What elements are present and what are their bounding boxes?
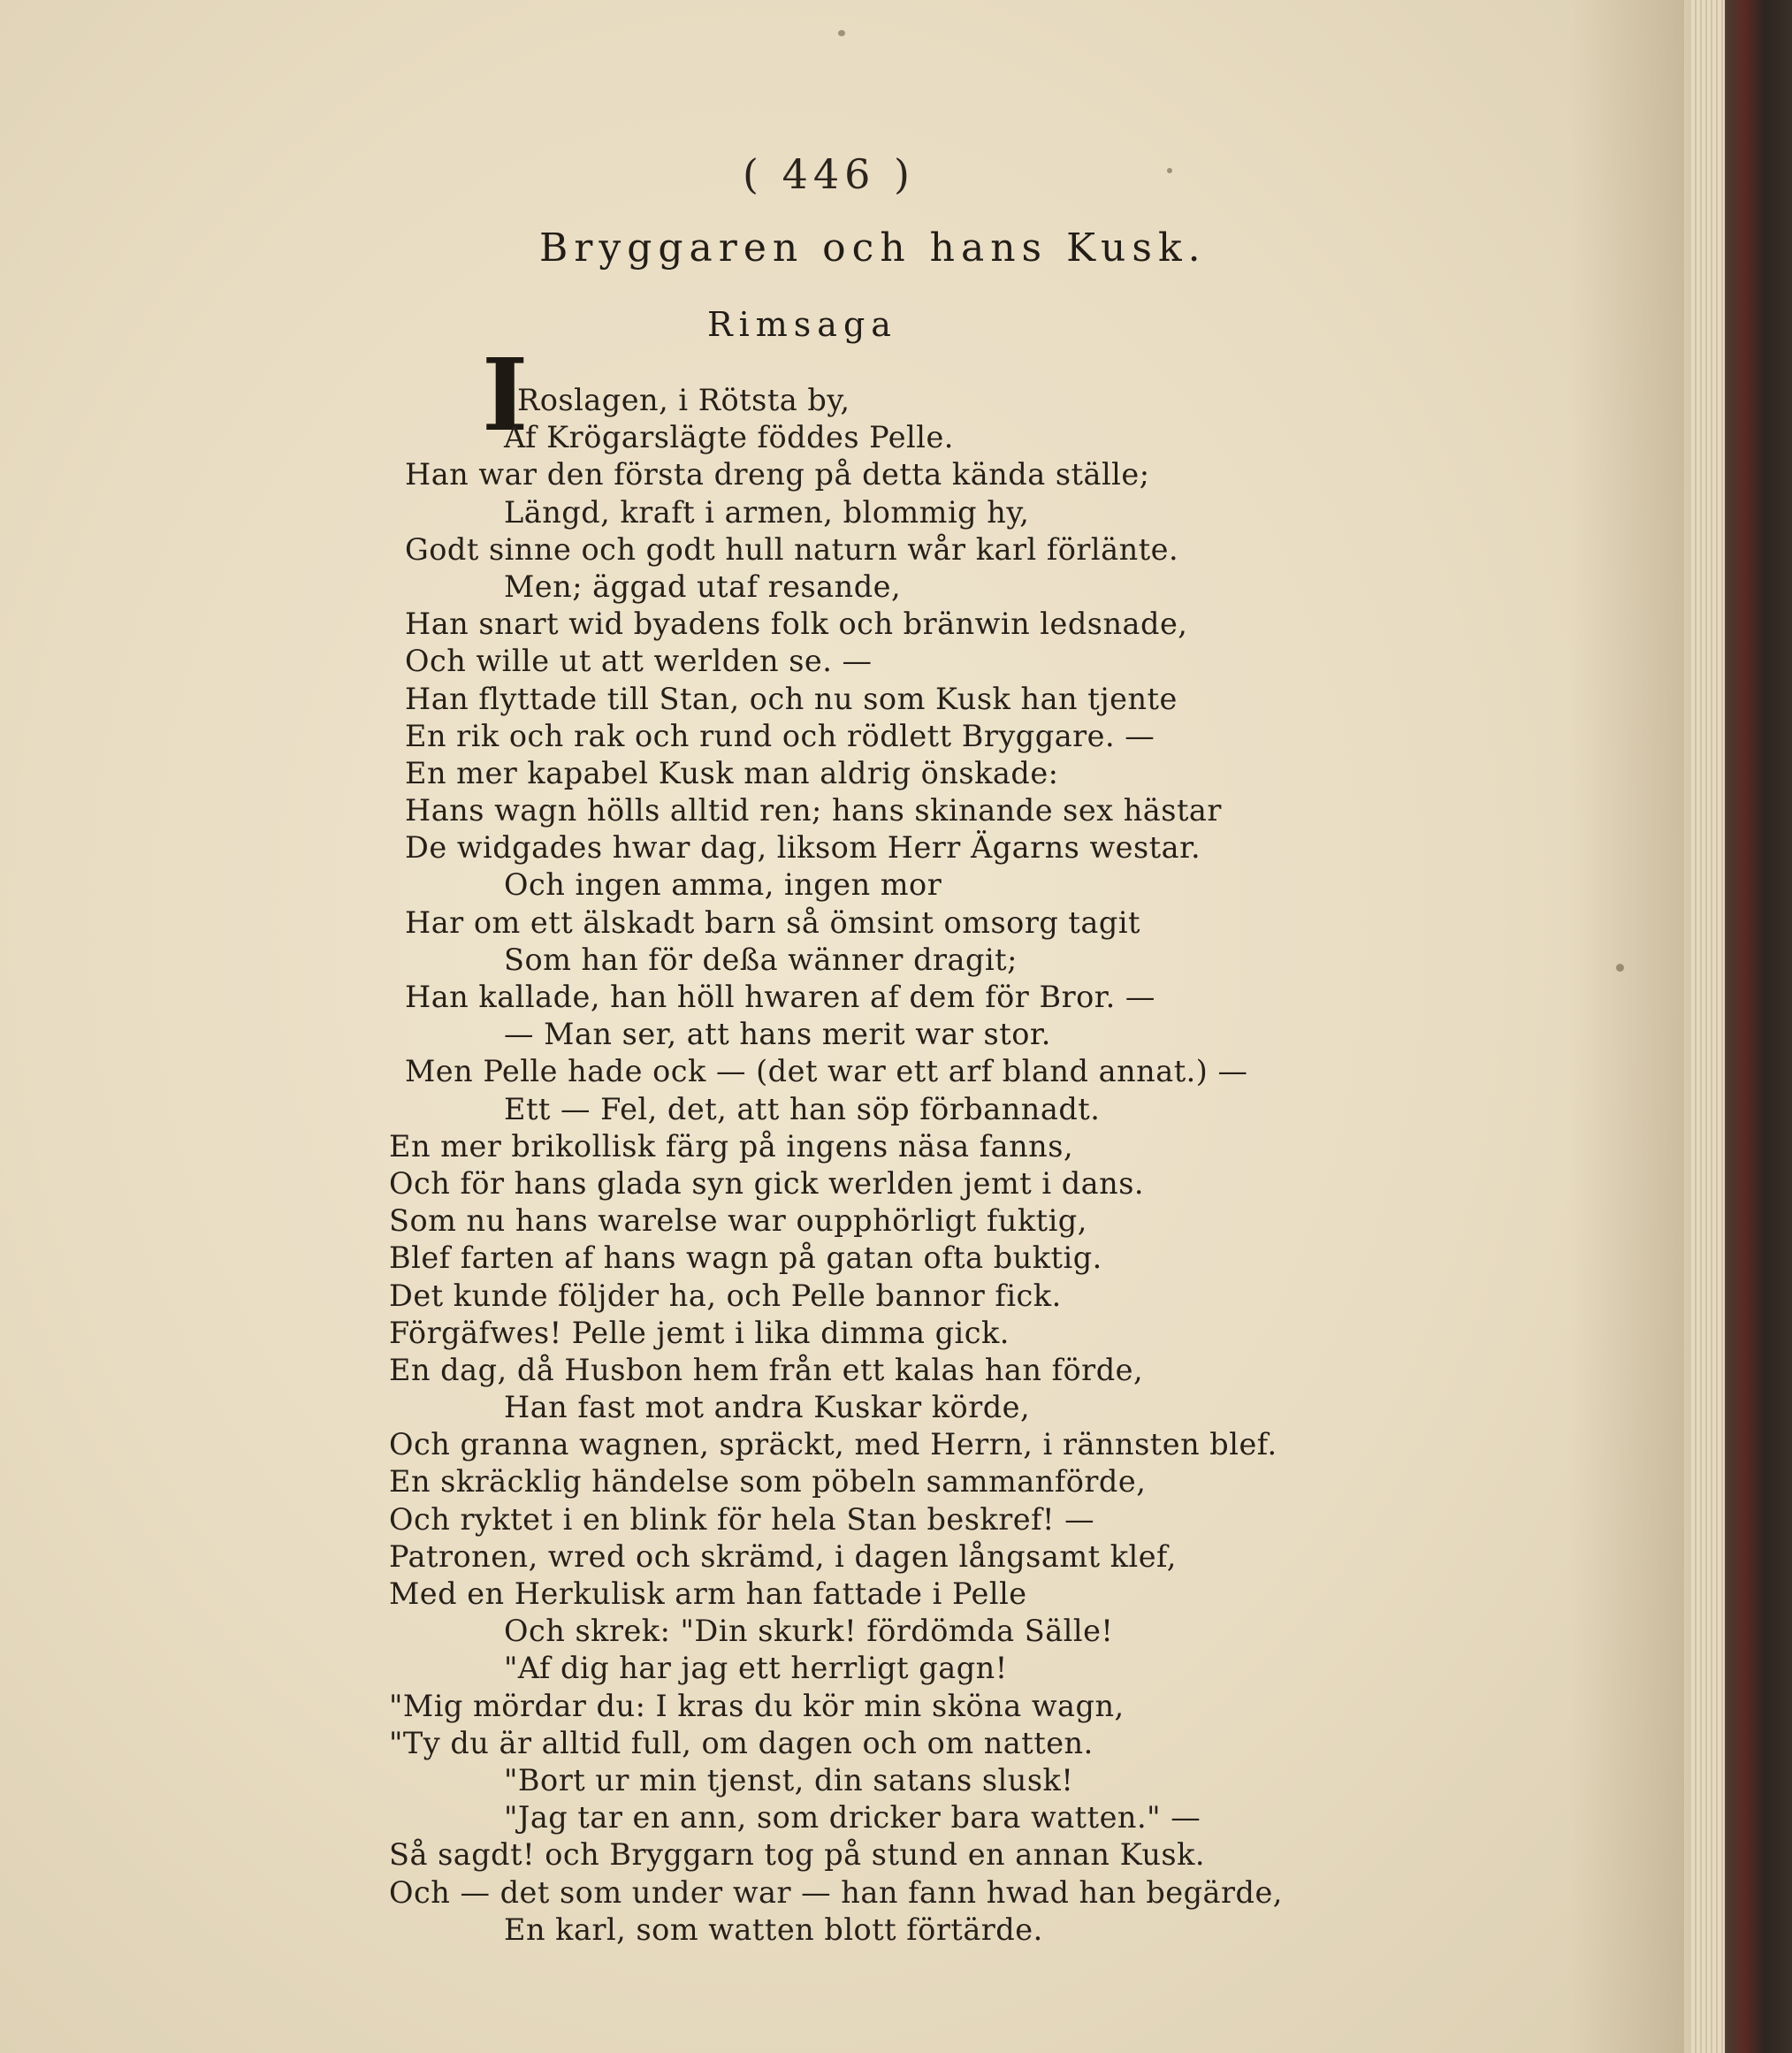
poem-line: Så sagdt! och Bryggarn tog på stund en annan Kusk. xyxy=(389,1837,1206,1873)
book-spine-edge xyxy=(1684,0,1792,2053)
poem-line: En rik och rak och rund och rödlett Bryggare. — xyxy=(405,718,1155,753)
poem-line: Har om ett älskadt barn så ömsint omsorg tagit xyxy=(405,904,1140,940)
poem-line: Och wille ut att werlden se. — xyxy=(405,644,873,679)
poem-line: Han kallade, han höll hwaren af dem för Bror. — xyxy=(405,980,1155,1014)
poem-line: Och för hans glada syn gick werlden jemt i dans. xyxy=(389,1165,1145,1201)
poem-line: Blef farten af hans wagn på gatan ofta buktig. xyxy=(389,1240,1102,1276)
page-number: ( 446 ) xyxy=(743,150,915,198)
poem-line: "Jag tar en ann, som dricker bara watten." — xyxy=(504,1800,1201,1835)
poem-line: Det kunde följder ha, och Pelle bannor fick. xyxy=(389,1278,1062,1313)
poem-line: Och ingen amma, ingen mor xyxy=(504,867,942,903)
poem-line: Hans wagn hölls alltid ren; hans skinande sex hästar xyxy=(405,793,1222,828)
poem-subtitle: Rimsaga xyxy=(707,305,897,344)
poem-line: "Ty du är alltid full, om dagen och om natten. xyxy=(389,1725,1094,1760)
poem-line: Som nu hans warelse war oupphörligt fuktig, xyxy=(389,1203,1087,1239)
poem-line: En mer kapabel Kusk man aldrig önskade: xyxy=(405,755,1059,790)
poem-line: Och skrek: "Din skurk! fördömda Sälle! xyxy=(504,1614,1114,1649)
poem-line: Men Pelle hade ock — (det war ett arf bland annat.) — xyxy=(405,1054,1248,1089)
poem-line: En karl, som watten blott förtärde. xyxy=(504,1912,1043,1947)
poem-line: Han flyttade till Stan, och nu som Kusk han tjente xyxy=(405,681,1178,716)
poem-line: Patronen, wred och skrämd, i dagen långsamt klef, xyxy=(389,1538,1177,1574)
poem-title: Bryggaren och hans Kusk. xyxy=(539,225,1207,271)
poem-line: Som han för deßa wänner dragit; xyxy=(504,942,1018,977)
poem-line: Han fast mot andra Kuskar körde, xyxy=(504,1390,1031,1425)
poem-line: Af Krögarslägte föddes Pelle. xyxy=(504,420,954,455)
poem-line: Han snart wid byadens folk och bränwin ledsnade, xyxy=(405,607,1188,642)
poem-body xyxy=(389,382,1326,1949)
drop-cap: I xyxy=(482,338,529,454)
poem-line: Ett — Fel, det, att han söp förbannadt. xyxy=(504,1091,1101,1126)
poem-line: Men; äggad utaf resande, xyxy=(504,569,902,604)
poem-line: "Bort ur min tjenst, din satans slusk! xyxy=(504,1762,1074,1797)
page-edges xyxy=(1691,0,1725,2053)
poem-line: Med en Herkulisk arm han fattade i Pelle xyxy=(389,1576,1027,1611)
poem-line: En dag, då Husbon hem från ett kalas han förde, xyxy=(389,1352,1144,1387)
poem-line: De widgades hwar dag, liksom Herr Ägarns westar. xyxy=(405,830,1201,866)
ink-speck xyxy=(1167,168,1172,173)
poem-line: Och — det som under war — han fann hwad han begärde, xyxy=(389,1874,1283,1910)
poem-line: Han war den första dreng på detta kända ställe; xyxy=(405,457,1150,492)
poem-line: En mer brikollisk färg på ingens näsa fanns, xyxy=(389,1128,1074,1164)
poem-line: "Mig mördar du: I kras du kör min sköna wagn, xyxy=(389,1688,1125,1723)
ink-speck xyxy=(838,30,845,36)
poem-line: "Af dig har jag ett herrligt gagn! xyxy=(504,1651,1008,1686)
poem-line: Och ryktet i en blink för hela Stan beskref! — xyxy=(389,1501,1095,1537)
poem-line: En skräcklig händelse som pöbeln sammanförde, xyxy=(389,1464,1147,1500)
poem-line: Förgäfwes! Pelle jemt i lika dimma gick. xyxy=(389,1315,1010,1350)
poem-line: Och granna wagnen, spräckt, med Herrn, i rännsten blef. xyxy=(389,1427,1277,1462)
poem-line: Roslagen, i Rötsta by, xyxy=(517,383,850,417)
poem-line: Längd, kraft i armen, blommig hy, xyxy=(504,494,1030,530)
poem-line: — Man ser, att hans merit war stor. xyxy=(504,1017,1051,1052)
ink-speck xyxy=(1616,964,1624,972)
poem-line: Godt sinne och godt hull naturn wår karl förlänte. xyxy=(405,531,1179,567)
